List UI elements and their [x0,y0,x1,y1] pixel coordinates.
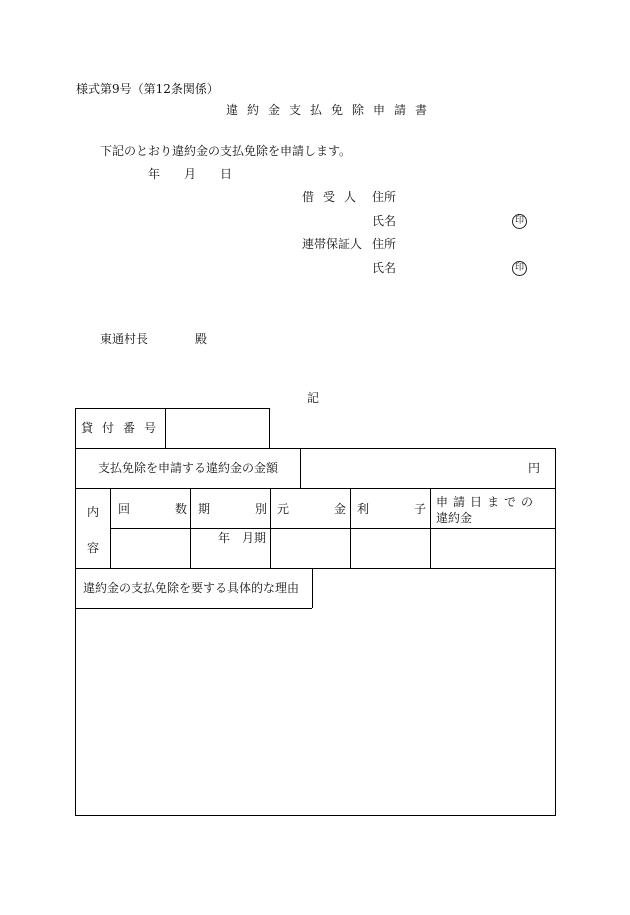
date-year: 年 [148,167,161,181]
content-label-2: 容 [87,541,100,555]
col-interest-b: 子 [414,502,427,516]
page-title: 違約金支払免除申請書 [226,103,437,117]
guarantor-label: 連帯保証人 [302,237,363,251]
interest-value[interactable] [352,530,428,566]
intro-text: 下記のとおり違約金の支払免除を申請します。 [100,144,352,158]
addressee-name: 東通村長 [100,332,149,346]
loan-number-value[interactable] [167,410,268,447]
principal-value[interactable] [272,530,348,566]
times-value[interactable] [112,530,188,566]
borrower-name-label: 氏名 [372,214,397,228]
reason-label: 違約金の支払免除を要する具体的な理由 [83,581,300,595]
col-principal-b: 金 [334,502,347,516]
date-month: 月 [184,167,197,181]
col-period-a: 期 [198,502,211,516]
guarantor-name-label: 氏名 [372,261,397,275]
content-label-1: 内 [87,505,100,519]
col-period-b: 別 [255,502,268,516]
period-value: 年 月期 [218,531,267,545]
exemption-amount-label: 支払免除を申請する違約金の金額 [98,461,279,475]
borrower-address-label: 住所 [372,190,397,204]
col-interest-a: 利 [357,502,370,516]
loan-number-label: 貸付番号 [81,421,166,435]
guarantor-seal-mark: 印 [512,261,527,276]
exemption-amount-value[interactable] [302,450,522,486]
yen-unit: 円 [528,461,541,475]
col-times-a: 回 [118,502,131,516]
guarantor-address-label: 住所 [372,237,397,251]
col-until-line1: 申請日までの [436,495,539,509]
col-until-line2: 違約金 [436,511,473,525]
borrower-seal-mark: 印 [512,214,527,229]
form-number: 様式第9号（第12条関係） [76,82,219,96]
penalty-until-value[interactable] [432,530,554,566]
ki-heading: 記 [307,391,320,405]
date-day: 日 [220,167,233,181]
reason-text-area[interactable] [77,610,554,814]
addressee-honorific: 殿 [195,332,208,346]
col-times-b: 数 [175,502,188,516]
col-principal-a: 元 [277,502,290,516]
borrower-label: 借受人 [302,190,366,204]
